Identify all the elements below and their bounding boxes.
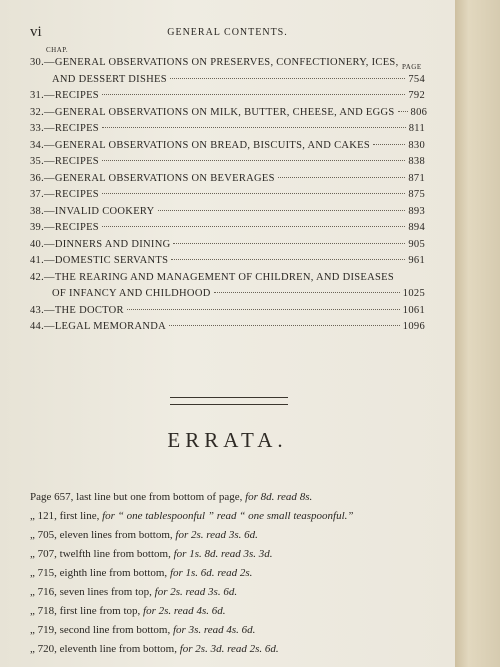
toc-entry xyxy=(30,303,425,320)
errata-correct-value: 2s. 6d. xyxy=(246,643,279,655)
chapter-title: —DINNERS AND DINING xyxy=(44,238,171,250)
errata-for: for xyxy=(172,624,186,636)
toc-entry xyxy=(30,220,425,237)
chapter-title: AND DESSERT DISHES xyxy=(52,73,167,85)
dot-leader xyxy=(158,210,406,211)
chapter-title: OF INFANCY AND CHILDHOOD xyxy=(52,288,211,299)
errata-for: for xyxy=(175,529,189,541)
toc-entry xyxy=(30,138,425,155)
errata-wrong-value: “ one tablespoonful ” xyxy=(114,510,217,522)
chapter-title: —RECIPES xyxy=(44,222,99,233)
errata-for: for xyxy=(245,491,258,503)
errata-page-ref: „ 715, xyxy=(30,567,57,579)
errata-read: read xyxy=(173,605,194,617)
page-number: 830 xyxy=(408,139,425,151)
chapter-number: 41. xyxy=(30,255,45,266)
dot-leader xyxy=(398,111,408,112)
chapter-number: 43. xyxy=(30,304,45,316)
errata-page-ref: „ 121, xyxy=(30,510,57,522)
chapter-title: —THE DOCTOR xyxy=(44,304,124,316)
errata-page-ref: „ 707, xyxy=(30,548,57,560)
dot-leader xyxy=(102,127,406,128)
errata-wrong-value: 2s. 3d. xyxy=(192,643,228,655)
errata-wrong-value: 2s. xyxy=(155,605,174,617)
page-number: 905 xyxy=(408,238,425,250)
toc-entry xyxy=(30,105,428,122)
errata-item: „ 705, eleven lines from bottom, for 2s. read 3s. 6d. xyxy=(30,529,258,541)
chapter-number: 32. xyxy=(30,106,45,118)
chapter-title: —GENERAL OBSERVATIONS ON MILK, BUTTER, CHEESE, AND EGGS xyxy=(44,106,395,118)
errata-page-ref: „ 719, xyxy=(30,624,57,636)
errata-heading: ERRATA. xyxy=(167,428,288,452)
errata-wrong-value: 2s. xyxy=(188,529,207,541)
chapter-number: 35. xyxy=(30,156,45,167)
errata-page-ref: Page 657, xyxy=(30,491,74,503)
page-number: 893 xyxy=(408,205,425,217)
toc-entry xyxy=(30,187,425,204)
toc-entry xyxy=(30,319,425,336)
dot-leader xyxy=(170,78,406,79)
chapter-title: —RECIPES xyxy=(44,90,99,101)
errata-correct-value: 2s. xyxy=(237,567,253,579)
toc-entry xyxy=(30,121,425,138)
errata-correct-value: 8s. xyxy=(296,491,313,503)
chapter-title: —LEGAL MEMORANDA xyxy=(44,321,166,332)
chapter-number: 40. xyxy=(30,238,45,250)
errata-read: read xyxy=(217,567,238,579)
dot-leader xyxy=(102,226,405,227)
dot-leader xyxy=(173,243,405,244)
errata-for: for xyxy=(154,586,168,598)
errata-correct-value: 4s. 6d. xyxy=(223,624,256,636)
chap-column-label: CHAP. xyxy=(46,46,69,54)
errata-wrong-value: 1s. 6d. xyxy=(182,567,218,579)
chapter-title: —THE REARING AND MANAGEMENT OF CHILDREN, AND DISEASES xyxy=(44,271,394,283)
page-header xyxy=(30,24,425,40)
chapter-number: 38. xyxy=(30,205,45,217)
errata-list xyxy=(30,488,430,659)
double-rule-divider xyxy=(170,397,288,405)
errata-correct-value: 3s. 6d. xyxy=(205,586,238,598)
page-number: 961 xyxy=(408,255,425,266)
dot-leader xyxy=(127,309,400,310)
page-number: 1061 xyxy=(402,304,425,316)
facing-page-edge xyxy=(455,0,500,667)
running-title: GENERAL CONTENTS. xyxy=(167,27,288,38)
errata-page-ref: „ 718, xyxy=(30,605,57,617)
chapter-title: —RECIPES xyxy=(44,123,99,134)
errata-correct-value: 3s. 6d. xyxy=(226,529,258,541)
dot-leader xyxy=(102,193,405,194)
chapter-number: 34. xyxy=(30,139,45,151)
errata-correct-value: 4s. 6d. xyxy=(193,605,226,617)
page-number: 754 xyxy=(408,73,425,85)
toc-entry xyxy=(30,154,425,171)
toc-entry xyxy=(30,204,425,221)
page-number: 875 xyxy=(408,189,425,200)
errata-item: „ 707, twelfth line from bottom, for 1s. 8d. read 3s. 3d. xyxy=(30,548,273,560)
toc-entry xyxy=(30,55,425,88)
page-number: 806 xyxy=(410,106,428,118)
errata-item: „ 720, eleventh line from bottom, for 2s. 3d. read 2s. 6d. xyxy=(30,643,279,655)
errata-item: „ 716, seven lines from top, for 2s. read 3s. 6d. xyxy=(30,586,238,598)
chapter-title: —GENERAL OBSERVATIONS ON BREAD, BISCUITS, AND CAKES xyxy=(44,139,371,151)
errata-item: „ 715, eighth line from bottom, for 1s. 6d. read 2s. xyxy=(30,567,253,579)
errata-page-ref: „ 720, xyxy=(30,643,57,655)
chapter-title: —RECIPES xyxy=(44,156,99,167)
dot-leader xyxy=(373,144,405,145)
errata-wrong-value: 8d. xyxy=(257,491,278,503)
errata-read: read xyxy=(227,643,247,655)
dot-leader xyxy=(278,177,406,178)
errata-for: for xyxy=(102,510,115,522)
dot-leader xyxy=(102,94,405,95)
toc-entry xyxy=(30,253,425,270)
chapter-number: 39. xyxy=(30,222,45,233)
chapter-title: —GENERAL OBSERVATIONS ON PRESERVES, CONFECTIONERY, ICES, xyxy=(44,57,399,68)
chapter-title: —INVALID COOKERY xyxy=(44,205,155,217)
errata-for: for xyxy=(169,567,183,579)
errata-item: Page 657, last line but one from bottom of page, for 8d. read 8s. xyxy=(30,491,313,503)
page-number: 838 xyxy=(408,156,425,167)
page-number: 792 xyxy=(408,90,425,101)
errata-read: read xyxy=(185,586,206,598)
dot-leader xyxy=(169,325,400,326)
chapter-title: —RECIPES xyxy=(44,189,99,200)
table-of-contents xyxy=(30,55,428,336)
chapter-number: 44. xyxy=(30,321,45,332)
chapter-number: 30. xyxy=(30,57,45,68)
chapter-number: 42. xyxy=(30,271,45,283)
chapter-number: 37. xyxy=(30,189,45,200)
page-number: 871 xyxy=(408,172,425,184)
errata-item: „ 719, second line from bottom, for 3s. read 4s. 6d. xyxy=(30,624,256,636)
errata-read: read xyxy=(206,529,227,541)
chapter-title: —GENERAL OBSERVATIONS ON BEVERAGES xyxy=(44,172,275,184)
errata-read: read xyxy=(216,510,237,522)
page-number: 811 xyxy=(408,123,425,134)
errata-wrong-value: 2s. xyxy=(167,586,186,598)
errata-read: read xyxy=(203,624,224,636)
errata-for: for xyxy=(179,643,193,655)
errata-item: „ 121, first line, for “ one tablespoonful ” read “ one small teaspoonful.” xyxy=(30,510,354,522)
dot-leader xyxy=(102,160,405,161)
folio-number: vi xyxy=(30,24,42,40)
dot-leader xyxy=(214,292,400,293)
toc-entry xyxy=(30,237,425,254)
page-number: 1096 xyxy=(402,321,425,332)
errata-wrong-value: 1s. 8d. xyxy=(186,548,221,560)
errata-correct-value: “ one small teaspoonful.” xyxy=(236,510,354,522)
chapter-title: —DOMESTIC SERVANTS xyxy=(44,255,169,266)
page-column-label: PAGE xyxy=(402,63,422,71)
errata-for: for xyxy=(173,548,187,560)
dot-leader xyxy=(171,259,405,260)
toc-entry xyxy=(30,270,425,303)
page-number: 1025 xyxy=(402,288,425,299)
chapter-number: 31. xyxy=(30,90,45,101)
page-number: 894 xyxy=(408,222,425,233)
errata-page-ref: „ 716, xyxy=(30,586,57,598)
toc-entry xyxy=(30,171,425,188)
errata-correct-value: 3s. 3d. xyxy=(240,548,273,560)
errata-item: „ 718, first line from top, for 2s. read 4s. 6d. xyxy=(30,605,226,617)
chapter-number: 33. xyxy=(30,123,45,134)
errata-page-ref: „ 705, xyxy=(30,529,57,541)
chapter-number: 36. xyxy=(30,172,45,184)
errata-read: read xyxy=(277,491,297,503)
errata-wrong-value: 3s. xyxy=(185,624,204,636)
errata-for: for xyxy=(143,605,156,617)
errata-read: read xyxy=(220,548,241,560)
toc-entry xyxy=(30,88,425,105)
